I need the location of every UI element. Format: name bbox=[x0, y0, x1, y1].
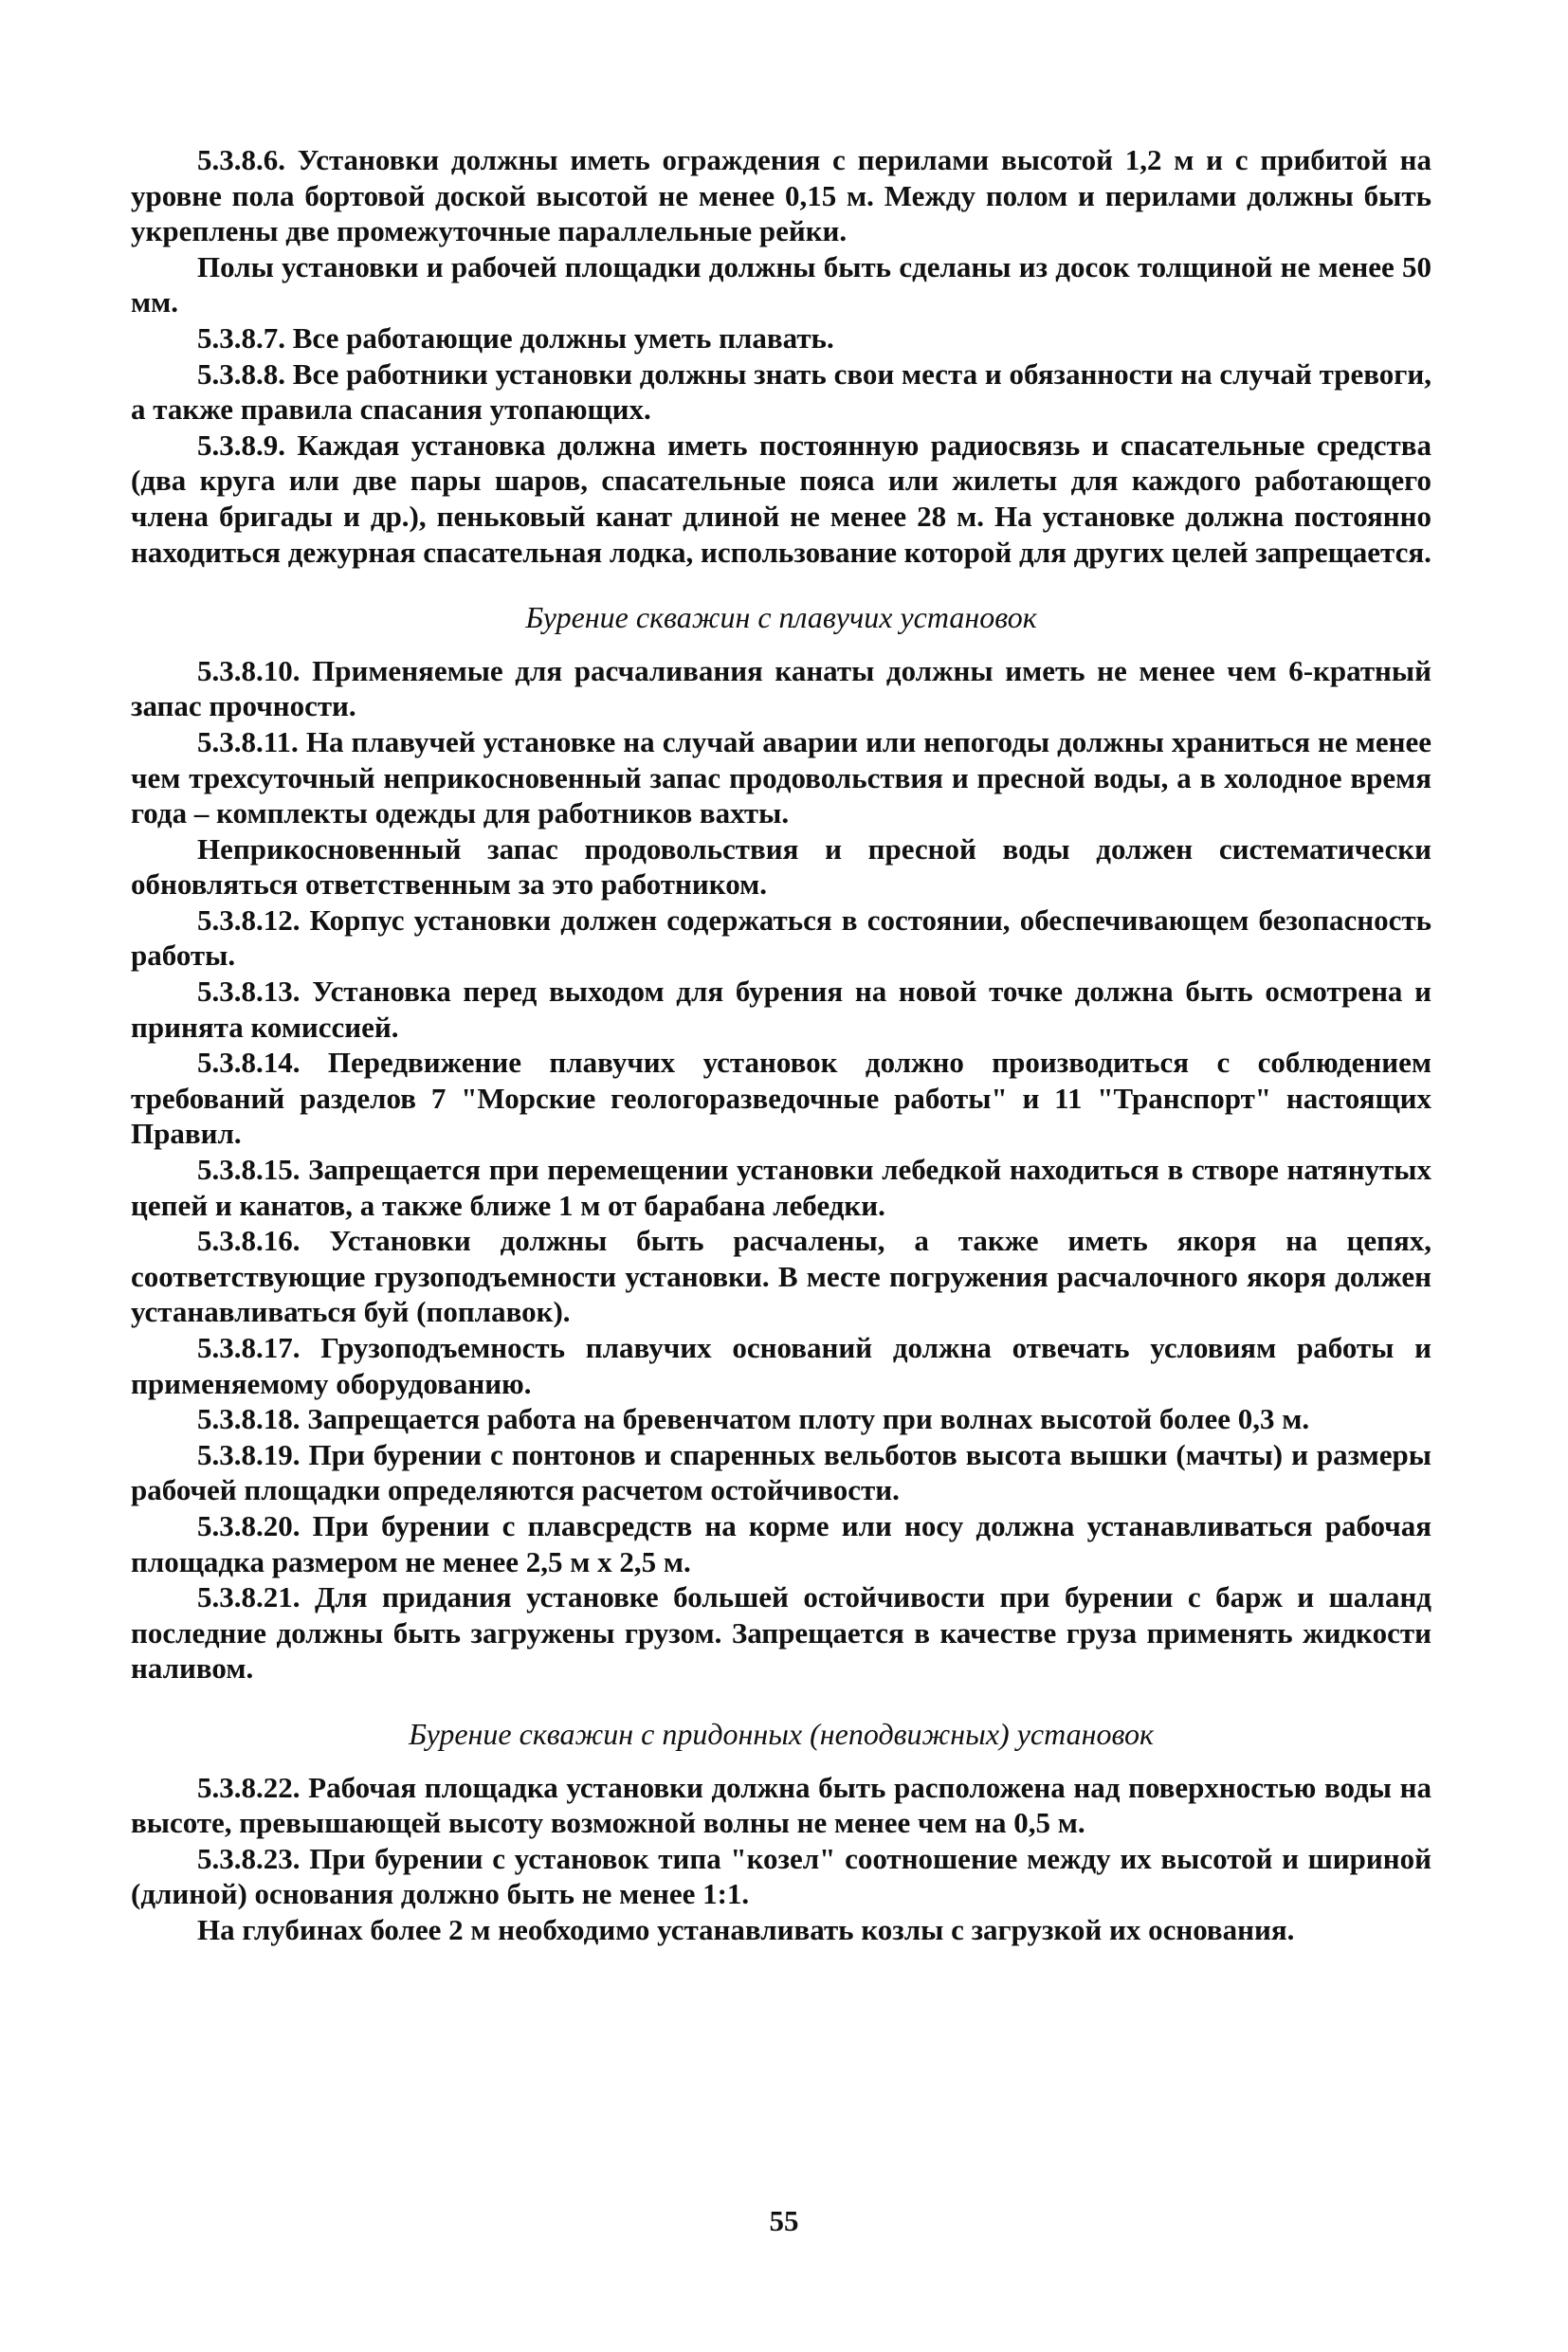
document-body bbox=[131, 142, 1431, 1948]
section-heading-floating: Бурение скважин с плавучих установок bbox=[525, 600, 1037, 635]
paragraph-reserve: Неприкосновенный запас продовольствия и пресной воды должен систематически обновляться ответственным за это работником. bbox=[131, 831, 1431, 902]
paragraph-5-3-8-15: 5.3.8.15. Запрещается при перемещении установки лебедкой находиться в створе натянутых цепей и канатов, а также ближе 1 м от барабана лебедки. bbox=[131, 1153, 1431, 1222]
paragraph-5-3-8-12: 5.3.8.12. Корпус установки должен содержаться в состоянии, обеспечивающем безопасность работы. bbox=[131, 903, 1431, 973]
paragraph-depths: На глубинах более 2 м необходимо устанавливать козлы с загрузкой их основания. bbox=[197, 1912, 1295, 1946]
paragraph-5-3-8-18: 5.3.8.18. Запрещается работа на бревенчатом плоту при волнах высотой более 0,3 м. bbox=[197, 1402, 1310, 1436]
paragraph-5-3-8-19: 5.3.8.19. При бурении с понтонов и спаренных вельботов высота вышки (мачты) и размеры рабочей площадки определяются расчетом остойчивости. bbox=[131, 1437, 1431, 1507]
paragraph-5-3-8-8: 5.3.8.8. Все работники установки должны знать свои места и обязанности на случай тревоги, а также правила спасания утопающих. bbox=[131, 356, 1431, 427]
paragraph-5-3-8-17: 5.3.8.17. Грузоподъемность плавучих оснований должна отвечать условиям работы и применяемому оборудованию. bbox=[131, 1331, 1431, 1400]
paragraph-5-3-8-10: 5.3.8.10. Применяемые для расчаливания канаты должны иметь не менее чем 6-кратный запас прочности. bbox=[131, 653, 1431, 723]
page-number: 55 bbox=[769, 2204, 799, 2237]
paragraph-5-3-8-11: 5.3.8.11. На плавучей установке на случай аварии или непогоды должны храниться не менее чем трехсуточный неприкосновенный запас продовольствия и пресной воды, а в холодное время года – комплекты одежды для работников вахты. bbox=[131, 724, 1431, 830]
paragraph-5-3-8-16: 5.3.8.16. Установки должны быть расчалены, а также иметь якоря на цепях, соответствующие грузоподъемности установки. В месте погружения расчалочного якоря должен устанавливаться буй (поплавок). bbox=[131, 1224, 1431, 1329]
section-heading-bottom-mounted: Бурение скважин с придонных (неподвижных) установок bbox=[409, 1716, 1154, 1751]
paragraph-5-3-8-7: 5.3.8.7. Все работающие должны уметь плавать. bbox=[197, 320, 834, 355]
paragraph-5-3-8-14: 5.3.8.14. Передвижение плавучих установок должно производиться с соблюдением требований разделов 7 "Морские геологоразведочные работы" и 11 "Транспорт" настоящих Правил. bbox=[131, 1046, 1431, 1151]
paragraph-5-3-8-9: 5.3.8.9. Каждая установка должна иметь постоянную радиосвязь и спасательные средства (два круга или две пары шаров, спасательные пояса или жилеты для каждого работающего члена бригады и др.), пеньковый канат длиной не менее 28 м. На установке должна постоянно находиться дежурная спасательная лодка, использование которой для других целей запрещается. bbox=[131, 428, 1431, 569]
paragraph-floors: Полы установки и рабочей площадки должны быть сделаны из досок толщиной не менее 50 мм. bbox=[131, 249, 1431, 319]
paragraph-5-3-8-6: 5.3.8.6. Установки должны иметь ограждения с перилами высотой 1,2 м и с прибитой на уровне пола бортовой доской высотой не менее 0,15 м. Между полом и перилами должны быть укреплены две промежуточные параллельные рейки. bbox=[131, 143, 1431, 248]
paragraph-5-3-8-23: 5.3.8.23. При бурении с установок типа "козел" соотношение между их высотой и шириной (длиной) основания должно быть не менее 1:1. bbox=[131, 1841, 1431, 1911]
paragraph-5-3-8-13: 5.3.8.13. Установка перед выходом для бурения на новой точке должна быть осмотрена и принята комиссией. bbox=[131, 975, 1431, 1044]
paragraph-5-3-8-20: 5.3.8.20. При бурении с плавсредств на корме или носу должна устанавливаться рабочая площадка размером не менее 2,5 м х 2,5 м. bbox=[131, 1508, 1431, 1578]
paragraph-5-3-8-22: 5.3.8.22. Рабочая площадка установки должна быть расположена над поверхностью воды на высоте, превышающей высоту возможной волны не менее чем на 0,5 м. bbox=[131, 1770, 1431, 1840]
paragraph-5-3-8-21: 5.3.8.21. Для придания установке большей остойчивости при бурении с барж и шаланд последние должны быть загружены грузом. Запрещается в качестве груза применять жидкости наливом. bbox=[131, 1580, 1431, 1686]
